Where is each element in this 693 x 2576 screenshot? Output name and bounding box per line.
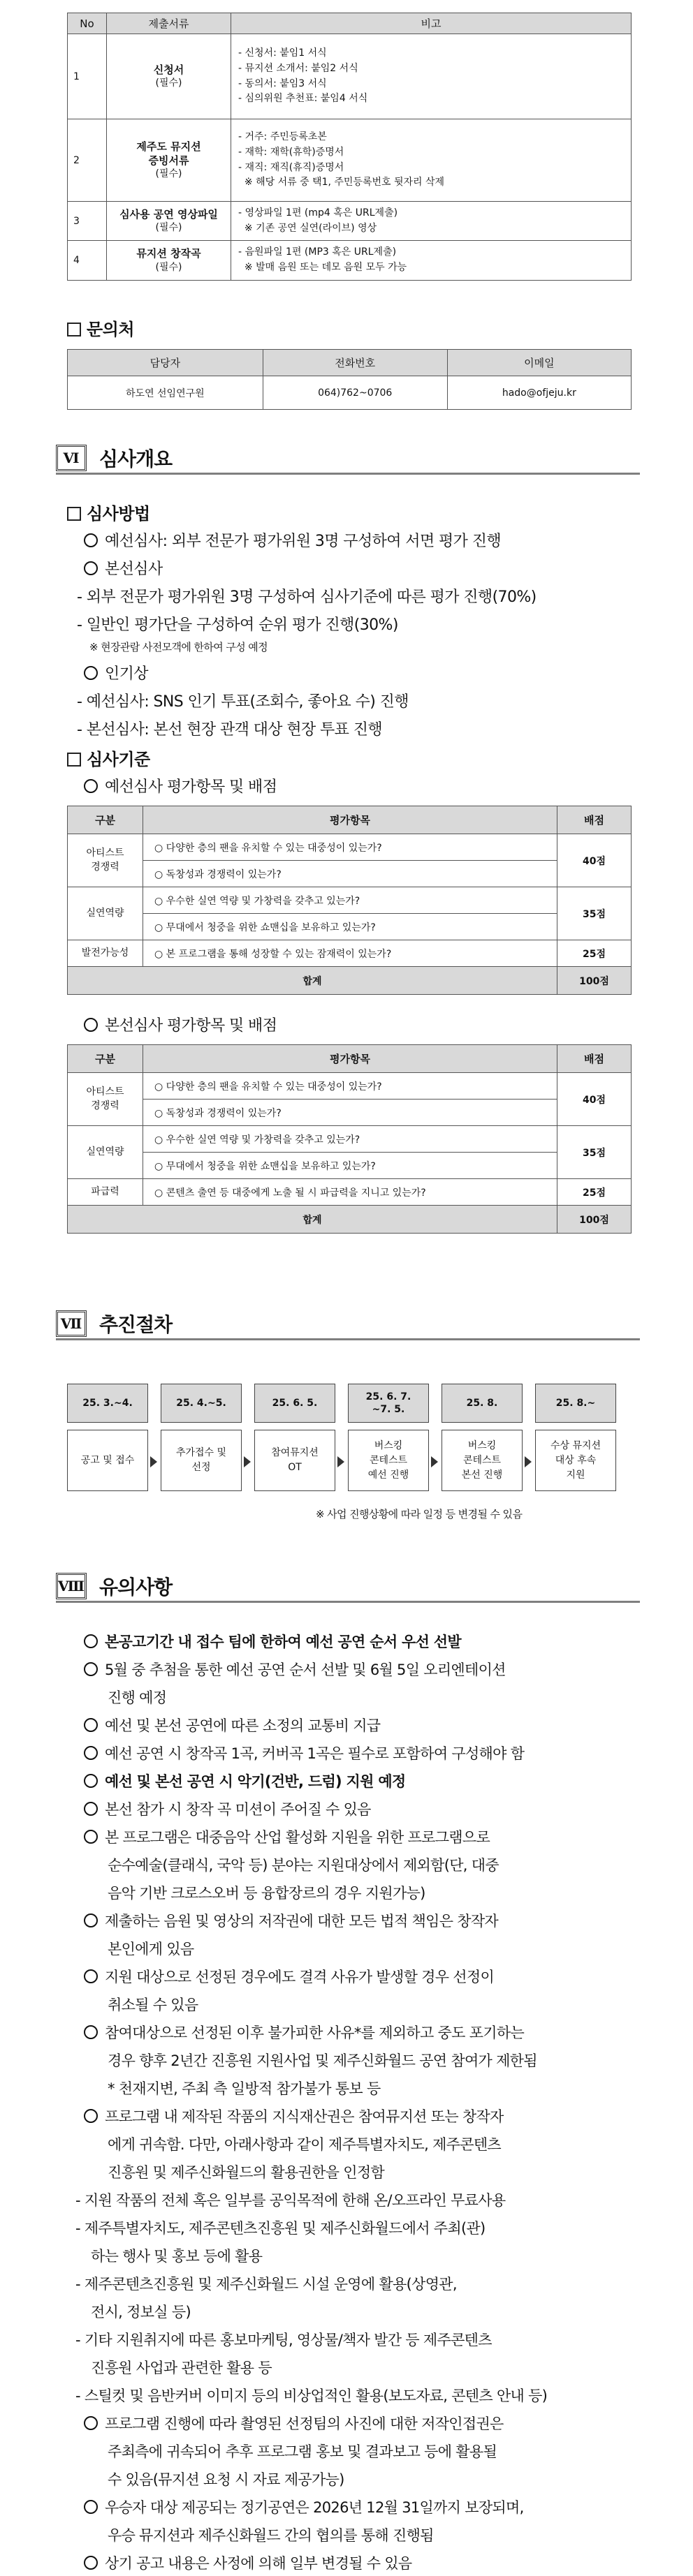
- notice-text: 프로그램 진행에 따라 촬영된 선정팀의 사진에 대한 저작인접권은: [105, 2415, 504, 2432]
- procedure-step: [442, 1384, 523, 1491]
- document-name: [107, 119, 231, 202]
- notice-line: [91, 2245, 262, 2266]
- document-title: 제주도 뮤지션 증빙서류: [136, 140, 201, 168]
- arrow-right-icon: [337, 1456, 344, 1467]
- eval-row: [68, 1073, 632, 1100]
- document-title: 신청서: [153, 63, 184, 76]
- notice-text: 진흥원 및 제주신화월드의 활용권한을 인정함: [108, 2164, 385, 2181]
- procedure-step: [535, 1384, 616, 1491]
- notice-line: [84, 2413, 504, 2434]
- notice-text: 프로그램 내 제작된 작품의 지식재산권은 참여뮤지션 또는 창작자: [105, 2108, 504, 2125]
- note-line: - 영상파일 1편 (mp4 혹은 URL제출): [238, 207, 398, 219]
- circle-bullet-icon: [84, 1746, 98, 1760]
- notice-text: 본 프로그램은 대중음악 산업 활성화 지원을 위한 프로그램으로: [105, 1829, 490, 1846]
- notice-line: [91, 2301, 191, 2322]
- circle-bullet-icon: [84, 533, 98, 547]
- notice-text: - 제주특별자치도, 제주콘텐츠진흥원 및 제주신화월드에서 주최(관): [75, 2220, 486, 2237]
- eval-row: [68, 1153, 632, 1179]
- notice-line: [108, 1687, 166, 1708]
- notice-text: 우승 뮤지션과 제주신화월드 간의 협의를 통해 진행됨: [108, 2527, 434, 2544]
- arrow-right-icon: [431, 1456, 438, 1467]
- eval-row: [68, 914, 632, 940]
- notice-text: 본선 참가 시 창작 곡 미션이 주어질 수 있음: [105, 1801, 371, 1818]
- notice-text: - 스틸컷 및 음반커버 이미지 등의 비상업적인 활용(보도자료, 콘텐츠 안내 등): [75, 2388, 548, 2404]
- note-line: - 신청서: 붙임1 서식: [238, 47, 327, 59]
- section-header-review: [56, 443, 640, 475]
- notice-text: 지원 대상으로 선정된 경우에도 결격 사유가 발생할 경우 선정이: [105, 1969, 495, 1985]
- notice-line: [84, 2552, 412, 2573]
- section-title: 심사개요: [99, 447, 173, 471]
- circle-bullet-icon: [84, 1018, 98, 1032]
- final-note: ※ 현장관람 사전모객에 한하여 구성 예정: [89, 641, 268, 653]
- notice-text: 수 있음(뮤지션 요청 시 자료 제공가능): [108, 2471, 344, 2488]
- eval-criterion: ○ 무대에서 청중을 위한 쇼맨십을 보유하고 있는가?: [143, 914, 557, 940]
- prelim-eval-table: [67, 806, 632, 995]
- prelim-table-title: 예선심사 평가항목 및 배점: [84, 775, 277, 797]
- contact-email[interactable]: hado@ofjeju.kr: [447, 376, 631, 410]
- eval-score: 35점: [557, 887, 632, 940]
- section-header-procedure: [56, 1308, 640, 1340]
- notice-text: 본인에게 있음: [108, 1941, 194, 1957]
- notice-line: [84, 2022, 524, 2043]
- row-number: 4: [68, 241, 107, 280]
- notice-line: [84, 1715, 380, 1735]
- notice-line: [108, 2441, 497, 2462]
- eval-category: 아티스트 경쟁력: [68, 1073, 143, 1126]
- col-score: 배점: [557, 1045, 632, 1073]
- step-description: 참여뮤지션 OT: [254, 1430, 335, 1491]
- document-notes: [231, 119, 632, 202]
- step-description: 수상 뮤지션 대상 후속 지원: [535, 1430, 616, 1491]
- popular-detail-2: - 본선심사: 본선 현장 관객 대상 현장 투표 진행: [77, 721, 383, 739]
- col-criteria: 평가항목: [143, 806, 557, 834]
- square-bullet-icon: [67, 753, 81, 767]
- note-line: - 심의위원 추천표: 붙임4 서식: [238, 93, 368, 105]
- section-title: 추진절차: [99, 1312, 173, 1336]
- document-notes: [231, 202, 632, 241]
- circle-bullet-icon: [84, 1662, 98, 1676]
- circle-bullet-icon: [84, 1774, 98, 1788]
- col-note: 비고: [231, 13, 632, 34]
- eval-row: [68, 1100, 632, 1126]
- notice-line: [84, 1910, 498, 1931]
- contact-col-email: 이메일: [447, 350, 631, 376]
- notice-line: [108, 2524, 434, 2545]
- note-line: - 음원파일 1편 (MP3 혹은 URL제출): [238, 246, 397, 258]
- notice-line: [84, 1826, 490, 1847]
- notice-text: 진흥원 사업과 관련한 활용 등: [91, 2360, 272, 2376]
- notice-text: 제출하는 음원 및 영상의 저작권에 대한 모든 법적 책임은 창작자: [105, 1913, 499, 1930]
- eval-score: 25점: [557, 940, 632, 967]
- note-line: - 재학: 재학(휴학)증명서: [238, 146, 344, 158]
- contact-col-phone: 전화번호: [263, 350, 447, 376]
- section-header-notice: [56, 1571, 640, 1603]
- row-number: 1: [68, 34, 107, 119]
- step-description: 추가접수 및 선정: [161, 1430, 242, 1491]
- notice-text: 5월 중 추첨을 통한 예선 공연 순서 선발 및 6월 5일 오리엔테이션: [105, 1661, 506, 1678]
- notice-text: 예선 공연 시 창작곡 1곡, 커버곡 1곡은 필수로 포함하여 구성해야 함: [105, 1745, 525, 1762]
- eval-row: [68, 1179, 632, 1206]
- procedure-step: [67, 1384, 148, 1491]
- popular-line: 인기상: [84, 662, 148, 683]
- notice-text: 경우 향후 2년간 진흥원 지원사업 및 제주신화월드 공연 참여가 제한됨: [108, 2052, 537, 2069]
- col-score: 배점: [557, 806, 632, 834]
- row-number: 3: [68, 202, 107, 241]
- step-date: 25. 8.: [442, 1384, 523, 1423]
- notice-text: - 기타 지원취지에 따른 홍보마케팅, 영상물/책자 발간 등 제주콘텐츠: [75, 2332, 492, 2348]
- prelim-line: 예선심사: 외부 전문가 평가위원 3명 구성하여 서면 평가 진행: [84, 529, 501, 551]
- notice-line: [75, 2273, 457, 2294]
- notice-text: 전시, 정보실 등): [91, 2304, 191, 2320]
- eval-criterion: ○ 본 프로그램을 통해 성장할 수 있는 잠재력이 있는가?: [143, 940, 557, 967]
- notice-text: 에게 귀속함. 다만, 아래사항과 같이 제주특별자치도, 제주콘텐츠: [108, 2136, 502, 2153]
- document-notes: [231, 34, 632, 119]
- eval-criterion: ○ 다양한 층의 팬을 유치할 수 있는 대중성이 있는가?: [143, 834, 557, 861]
- notice-text: 순수예술(클래식, 국악 등) 분야는 지원대상에서 제외함(단, 대중: [108, 1857, 499, 1874]
- contact-table: [67, 349, 632, 410]
- required-label: (필수): [155, 222, 182, 234]
- eval-criterion: ○ 독창성과 경쟁력이 있는가?: [143, 1100, 557, 1126]
- notice-text: 주최측에 귀속되어 추후 프로그램 홍보 및 결과보고 등에 활용될: [108, 2443, 497, 2460]
- eval-category: 실연역량: [68, 1126, 143, 1179]
- arrow-right-icon: [525, 1456, 532, 1467]
- eval-category: 발전가능성: [68, 940, 143, 967]
- document-notes: [231, 241, 632, 280]
- circle-bullet-icon: [84, 2500, 98, 2514]
- square-bullet-icon: [67, 323, 81, 336]
- eval-row: [68, 834, 632, 861]
- circle-bullet-icon: [84, 1830, 98, 1844]
- document-title: 뮤지션 창작곡: [136, 247, 201, 260]
- row-number: 2: [68, 119, 107, 202]
- notice-text: - 제주콘텐츠진흥원 및 제주신화월드 시설 운영에 활용(상영관,: [75, 2276, 457, 2293]
- eval-category: 실연역량: [68, 887, 143, 940]
- notice-line: [108, 1938, 194, 1959]
- circle-bullet-icon: [84, 2109, 98, 2123]
- procedure-step: [254, 1384, 335, 1491]
- notice-text: 취소될 수 있음: [108, 1997, 198, 2013]
- circle-bullet-icon: [84, 1718, 98, 1732]
- notice-text: 본공고기간 내 접수 팀에 한하여 예선 공연 순서 우선 선발: [105, 1634, 461, 1650]
- total-label: 합계: [68, 967, 557, 995]
- contact-phone: 064)762~0706: [263, 376, 447, 410]
- document-name: [107, 202, 231, 241]
- required-label: (필수): [155, 77, 182, 89]
- notice-line: [108, 2468, 344, 2489]
- final-table-title: 본선심사 평가항목 및 배점: [84, 1014, 277, 1035]
- circle-bullet-icon: [84, 1634, 98, 1648]
- contact-person: 하도연 선임연구원: [68, 376, 263, 410]
- submission-row: [68, 241, 632, 280]
- final-detail-1: - 외부 전문가 평가위원 3명 구성하여 심사기준에 따른 평가 진행(70%): [77, 589, 537, 606]
- document-name: [107, 34, 231, 119]
- submission-row: [68, 202, 632, 241]
- required-label: (필수): [155, 168, 182, 180]
- notice-line: [84, 2105, 504, 2126]
- step-date: 25. 8.~: [535, 1384, 616, 1423]
- total-label: 합계: [68, 1206, 557, 1234]
- col-category: 구분: [68, 806, 143, 834]
- circle-bullet-icon: [84, 1802, 98, 1816]
- note-line: - 동의서: 붙임3 서식: [238, 77, 327, 89]
- notice-line: [84, 2496, 524, 2517]
- submission-table: [67, 13, 632, 281]
- notice-line: [108, 2078, 381, 2098]
- criteria-heading: 심사기준: [67, 746, 150, 770]
- col-category: 구분: [68, 1045, 143, 1073]
- circle-bullet-icon: [84, 1969, 98, 1983]
- section-title: 유의사항: [99, 1575, 173, 1599]
- notice-line: [108, 2050, 537, 2071]
- final-detail-2: - 일반인 평가단을 구성하여 순위 평가 진행(30%): [77, 616, 398, 634]
- eval-score: 40점: [557, 834, 632, 887]
- eval-row: [68, 1126, 632, 1153]
- notice-line: [84, 1770, 406, 1791]
- procedure-note: ※ 사업 진행상황에 따라 일정 등 변경될 수 있음: [316, 1508, 523, 1520]
- step-date: 25. 3.~4.: [67, 1384, 148, 1423]
- circle-bullet-icon: [84, 2416, 98, 2430]
- eval-score: 35점: [557, 1126, 632, 1179]
- notice-line: [91, 2357, 272, 2378]
- notice-text: 음악 기반 크로스오버 등 융합장르의 경우 지원가능): [108, 1885, 425, 1902]
- notice-text: - 지원 작품의 전체 혹은 일부를 공익목적에 한해 온/오프라인 무료사용: [75, 2192, 506, 2209]
- notice-text: * 천재지변, 주최 측 일방적 참가불가 통보 등: [108, 2080, 381, 2097]
- step-description: 버스킹 콘테스트 예선 진행: [348, 1430, 429, 1491]
- notice-line: [108, 1854, 499, 1875]
- circle-bullet-icon: [84, 666, 98, 680]
- eval-score: 25점: [557, 1179, 632, 1206]
- step-date: 25. 4.~5.: [161, 1384, 242, 1423]
- notice-line: [108, 1882, 425, 1903]
- notice-text: 하는 행사 및 홍보 등에 활용: [91, 2248, 263, 2265]
- step-date: 25. 6. 7. ~7. 5.: [348, 1384, 429, 1423]
- eval-criterion: ○ 무대에서 청중을 위한 쇼맨십을 보유하고 있는가?: [143, 1153, 557, 1179]
- eval-criterion: ○ 우수한 실연 역량 및 가창력을 갖추고 있는가?: [143, 1126, 557, 1153]
- note-line: ※ 해당 서류 중 택1, 주민등록번호 뒷자리 삭제: [238, 177, 445, 188]
- note-line: - 재직: 재직(휴직)증명서: [238, 161, 344, 173]
- procedure-step: [161, 1384, 242, 1491]
- notice-text: 우승자 대상 제공되는 정기공연은 2026년 12월 31일까지 보장되며,: [105, 2499, 524, 2516]
- notice-line: [108, 1994, 198, 2015]
- note-line: ※ 발매 음원 또는 데모 음원 모두 가능: [238, 262, 407, 274]
- document-title: 심사용 공연 영상파일: [119, 208, 218, 221]
- notice-line: [108, 2161, 384, 2182]
- eval-row: [68, 887, 632, 914]
- notice-text: 예선 및 본선 공연에 따른 소정의 교통비 지급: [105, 1717, 381, 1734]
- step-description: 공고 및 접수: [67, 1430, 148, 1491]
- procedure-flow: [67, 1384, 626, 1501]
- section-number: Ⅵ: [56, 445, 87, 471]
- notice-line: [84, 1742, 524, 1763]
- document-name: [107, 241, 231, 280]
- notice-line: [75, 2385, 547, 2406]
- section-number: Ⅶ: [56, 1310, 87, 1337]
- notice-line: [75, 2217, 486, 2238]
- col-no: No: [68, 13, 107, 34]
- notice-line: [75, 2189, 505, 2210]
- contact-col-person: 담당자: [68, 350, 263, 376]
- circle-bullet-icon: [84, 779, 98, 793]
- note-line: - 뮤지션 소개서: 붙임2 서식: [238, 62, 358, 74]
- circle-bullet-icon: [84, 561, 98, 575]
- notice-text: 상기 공고 내용은 사정에 의해 일부 변경될 수 있음: [105, 2555, 412, 2572]
- circle-bullet-icon: [84, 2556, 98, 2570]
- circle-bullet-icon: [84, 2025, 98, 2039]
- popular-detail-1: - 예선심사: SNS 인기 투표(조회수, 좋아요 수) 진행: [77, 693, 409, 711]
- arrow-right-icon: [150, 1456, 157, 1467]
- total-score: 100점: [557, 967, 632, 995]
- square-bullet-icon: [67, 507, 81, 521]
- note-line: - 거주: 주민등록초본: [238, 131, 327, 143]
- col-doc: 제출서류: [107, 13, 231, 34]
- circle-bullet-icon: [84, 1914, 98, 1927]
- contact-heading: 문의처: [67, 316, 134, 340]
- submission-row: [68, 119, 632, 202]
- notice-text: 진행 예정: [108, 1689, 167, 1706]
- note-line: ※ 기존 공연 실연(라이브) 영상: [238, 222, 377, 234]
- notice-line: [108, 2133, 501, 2154]
- col-criteria: 평가항목: [143, 1045, 557, 1073]
- required-label: (필수): [155, 261, 182, 273]
- step-date: 25. 6. 5.: [254, 1384, 335, 1423]
- total-row: [68, 967, 632, 995]
- arrow-right-icon: [244, 1456, 251, 1467]
- procedure-step: [348, 1384, 429, 1491]
- step-description: 버스킹 콘테스트 본선 진행: [442, 1430, 523, 1491]
- notice-text: 참여대상으로 선정된 이후 불가피한 사유*를 제외하고 중도 포기하는: [105, 2024, 525, 2041]
- final-eval-table: [67, 1044, 632, 1234]
- total-score: 100점: [557, 1206, 632, 1234]
- notice-text: 예선 및 본선 공연 시 악기(건반, 드럼) 지원 예정: [105, 1773, 406, 1790]
- eval-score: 40점: [557, 1073, 632, 1126]
- notice-line: [84, 1659, 506, 1680]
- eval-criterion: ○ 콘텐츠 출연 등 대중에게 노출 될 시 파급력을 지니고 있는가?: [143, 1179, 557, 1206]
- notice-line: [75, 2329, 492, 2350]
- method-heading: 심사방법: [67, 500, 150, 524]
- eval-criterion: ○ 독창성과 경쟁력이 있는가?: [143, 861, 557, 887]
- notice-line: [84, 1966, 494, 1987]
- eval-criterion: ○ 다양한 층의 팬을 유치할 수 있는 대중성이 있는가?: [143, 1073, 557, 1100]
- submission-row: [68, 34, 632, 119]
- eval-criterion: ○ 우수한 실연 역량 및 가창력을 갖추고 있는가?: [143, 887, 557, 914]
- notice-line: [84, 1631, 461, 1652]
- eval-row: [68, 861, 632, 887]
- final-line: 본선심사: [84, 557, 163, 579]
- eval-category: 파급력: [68, 1179, 143, 1206]
- eval-category: 아티스트 경쟁력: [68, 834, 143, 887]
- total-row: [68, 1206, 632, 1234]
- section-number: Ⅷ: [56, 1573, 87, 1599]
- notice-line: [84, 1798, 371, 1819]
- eval-row: [68, 940, 632, 967]
